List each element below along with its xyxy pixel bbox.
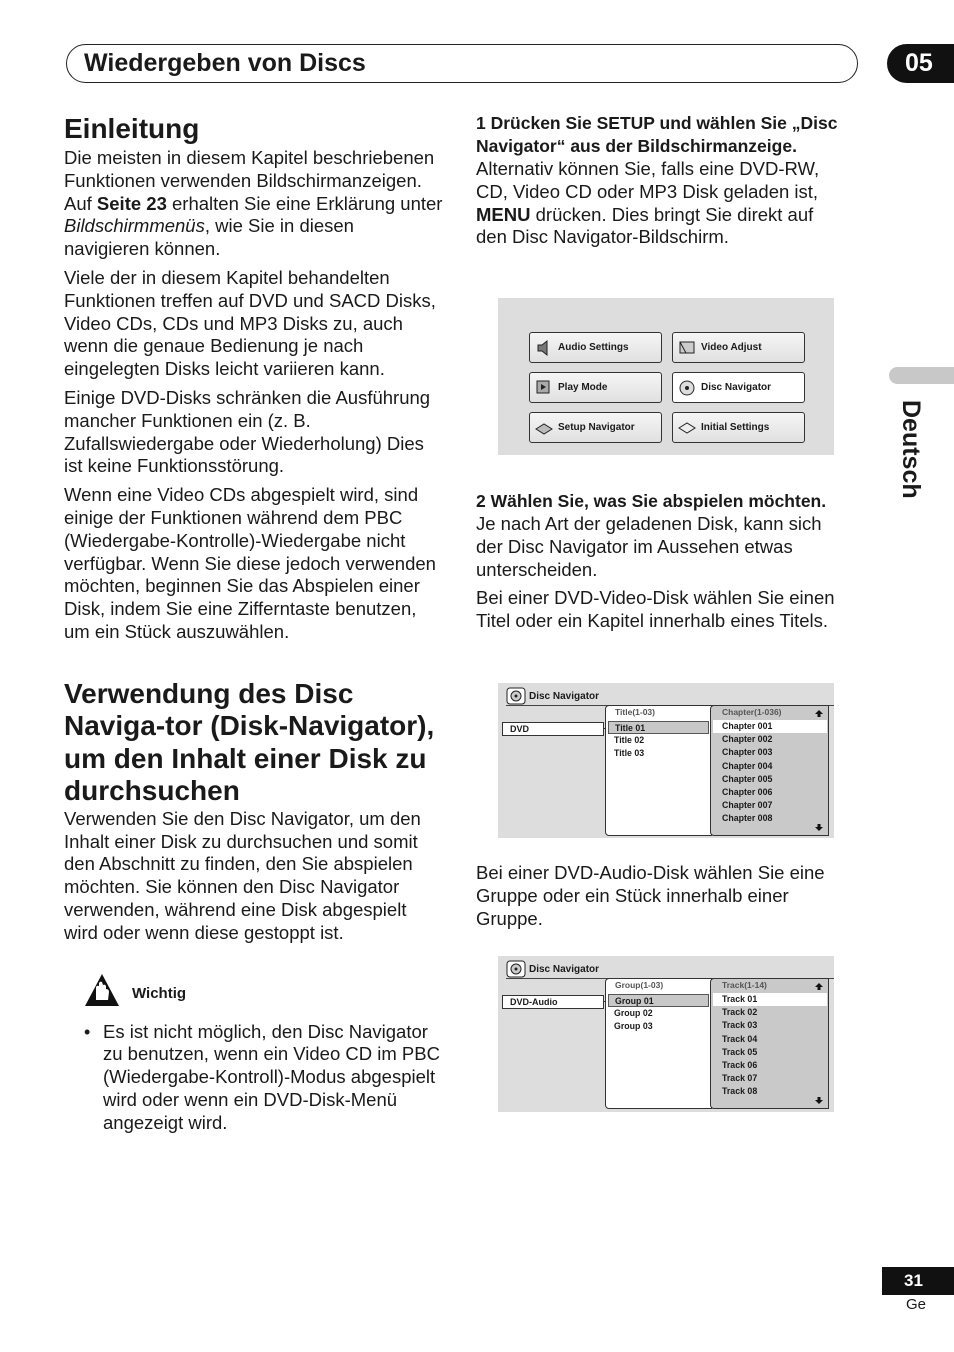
group-list-panel [605, 978, 712, 1109]
group-row[interactable]: Group 02 [614, 1008, 653, 1019]
scroll-up-icon[interactable] [814, 709, 824, 718]
chapter-row[interactable]: Chapter 008 [722, 813, 773, 824]
navigator-title: Disc Navigator [506, 960, 599, 978]
step-2-heading: 2 Wählen Sie, was Sie abspielen möchten. [476, 491, 827, 511]
title-row[interactable]: Title 03 [614, 748, 645, 759]
dvd-audio-text: Bei einer DVD-Audio-Disk wählen Sie eine Gruppe oder ein Stück innerhalb einer Gruppe. [476, 862, 825, 929]
track-row[interactable]: Track 02 [722, 1007, 758, 1018]
page-number: 31 [882, 1267, 954, 1295]
speaker-icon [534, 338, 554, 358]
chapter-row[interactable]: Chapter 006 [722, 786, 773, 797]
paragraph-2: Viele der in diesem Kapitel behandelten Funktionen treffen auf DVD und SACD Disks, Video CDs, CDs und MP3 Disks zu, auch wenn die genaue Bedienung je nach eingelegten Disks leicht variieren kann. [64, 266, 436, 380]
track-row[interactable]: Track 06 [722, 1059, 758, 1070]
bullet-text: Es ist nicht möglich, den Disc Navigator zu benutzen, wenn ein Video CD im PBC (Wiedergabe-Kontroll)-Modus abgespielt wird oder wenn ein DVD-Disk-Menü angezeigt wird. [103, 1020, 440, 1133]
chapter-row[interactable]: Chapter 007 [722, 800, 773, 811]
paragraph-3: Einige DVD-Disks schränken die Ausführung mancher Funktionen ein (z. B. Zufallswiedergabe oder Wiederholung) Dies ist keine Funktionsstörung. [64, 386, 431, 477]
disc-icon [677, 378, 697, 398]
warning-block [84, 973, 444, 1013]
disc-icon [506, 687, 526, 705]
title-list-header: Title(1-03) [615, 707, 655, 717]
left-column [64, 112, 444, 1141]
step-1-text: Alternativ können Sie, falls eine DVD-RW, CD, Video CD oder MP3 Disk geladen ist, MENU drücken. Dies bringt Sie direkt auf den Disc Navigator-Bildschirm. [476, 158, 820, 248]
bullet-dot: • [84, 1021, 91, 1042]
track-row[interactable]: Track 04 [722, 1033, 758, 1044]
disc-type: DVD-Audio [502, 995, 604, 1009]
paragraph-1: Die meisten in diesem Kapitel beschriebenen Funktionen verwenden Bildschirmanzeigen. Auf Seite 23 erhalten Sie eine Erklärung unter Bildschirmmenüs, wie Sie in diesen navigieren können. [64, 147, 443, 260]
audio-settings-button[interactable]: Audio Settings [529, 332, 662, 363]
track-row[interactable]: Track 03 [722, 1020, 758, 1031]
paragraph-4: Wenn eine Video CDs abgespielt wird, sind einige der Funktionen während dem PBC (Wiedergabe-Kontrolle)-Wiedergabe nicht verfügbar. Wenn Sie diese jedoch verwenden möchten, beginnen Sie das Abspielen einer Disk, indem Sie eine Zifferntaste benutzen, um ein Stück auszuwählen. [64, 484, 436, 642]
bullet-item [64, 1021, 444, 1135]
step-2-text-1: Je nach Art der geladenen Disk, kann sich der Disc Navigator im Aussehen etwas unterscheiden. [476, 513, 822, 580]
disc-icon [506, 960, 526, 978]
chapter-row[interactable]: Chapter 003 [722, 747, 773, 758]
dvd-navigator-screen [498, 683, 834, 838]
language-tab [877, 400, 937, 500]
setup-navigator-button[interactable]: Setup Navigator [529, 412, 662, 443]
chapter-number: 05 [887, 44, 954, 83]
paragraph-5: Verwenden Sie den Disc Navigator, um den Inhalt einer Disk zu durchsuchen und somit den Abschnitt zu finden, den Sie abspielen möchten. Sie können den Disc Navigator verwenden, während eine Disk abgespielt wird oder wenn diese gestoppt ist. [64, 807, 421, 943]
navigator-title: Disc Navigator [506, 687, 599, 705]
dvd-audio-navigator-screen [498, 956, 834, 1112]
disc-navigator-button[interactable]: Disc Navigator [672, 372, 805, 403]
right-column [476, 112, 840, 255]
video-adjust-button[interactable]: Video Adjust [672, 332, 805, 363]
scroll-down-icon[interactable] [814, 823, 824, 832]
settings-icon [677, 418, 697, 438]
chapter-row[interactable]: Chapter 005 [722, 773, 773, 784]
chapter-row[interactable]: Chapter 004 [722, 760, 773, 771]
heading-disc-navigator: Verwendung des Disc Naviga-tor (Disk-Navigator), um den Inhalt einer Disk zu durchsuchen [64, 677, 435, 807]
setup-menu-screen [498, 298, 834, 455]
step-2-text-2: Bei einer DVD-Video-Disk wählen Sie einen Titel oder ein Kapitel innerhalb eines Titels. [476, 587, 835, 632]
group-row[interactable]: Group 01 [608, 994, 709, 1007]
scroll-down-icon[interactable] [814, 1096, 824, 1105]
step-1-heading: 1 Drücken Sie SETUP und wählen Sie „Disc Navigator“ aus der Bildschirmanzeige. [476, 113, 838, 156]
chapter-row[interactable]: Chapter 002 [722, 734, 773, 745]
warning-icon [84, 973, 120, 1007]
page-language-code: Ge [906, 1296, 927, 1313]
track-row[interactable]: Track 08 [722, 1086, 758, 1097]
tv-icon [677, 338, 697, 358]
title-row[interactable]: Title 01 [608, 721, 709, 734]
scroll-up-icon[interactable] [814, 982, 824, 991]
setup-icon [534, 418, 554, 438]
chapter-list-header: Chapter(1-036) [722, 707, 782, 717]
group-row[interactable]: Group 03 [614, 1021, 653, 1032]
section-title: Wiedergeben von Discs [84, 49, 366, 77]
chapter-row[interactable]: Chapter 001 [713, 720, 827, 733]
title-list-panel [605, 705, 712, 836]
warning-label: Wichtig [132, 984, 187, 1002]
step-2-block [476, 490, 840, 639]
play-mode-button[interactable]: Play Mode [529, 372, 662, 403]
track-row[interactable]: Track 05 [722, 1046, 758, 1057]
track-list-header: Track(1-14) [722, 980, 767, 990]
heading-einleitung: Einleitung [64, 113, 200, 144]
chapter-list-panel [710, 705, 829, 836]
track-row[interactable]: Track 01 [713, 993, 827, 1006]
track-list-panel [710, 978, 829, 1109]
group-list-header: Group(1-03) [615, 980, 664, 990]
language-label: Deutsch [897, 400, 925, 499]
initial-settings-button[interactable]: Initial Settings [672, 412, 805, 443]
language-tab-bar [889, 367, 954, 384]
play-mode-icon [534, 378, 554, 398]
track-row[interactable]: Track 07 [722, 1073, 758, 1084]
title-row[interactable]: Title 02 [614, 735, 645, 746]
disc-type: DVD [502, 722, 604, 736]
